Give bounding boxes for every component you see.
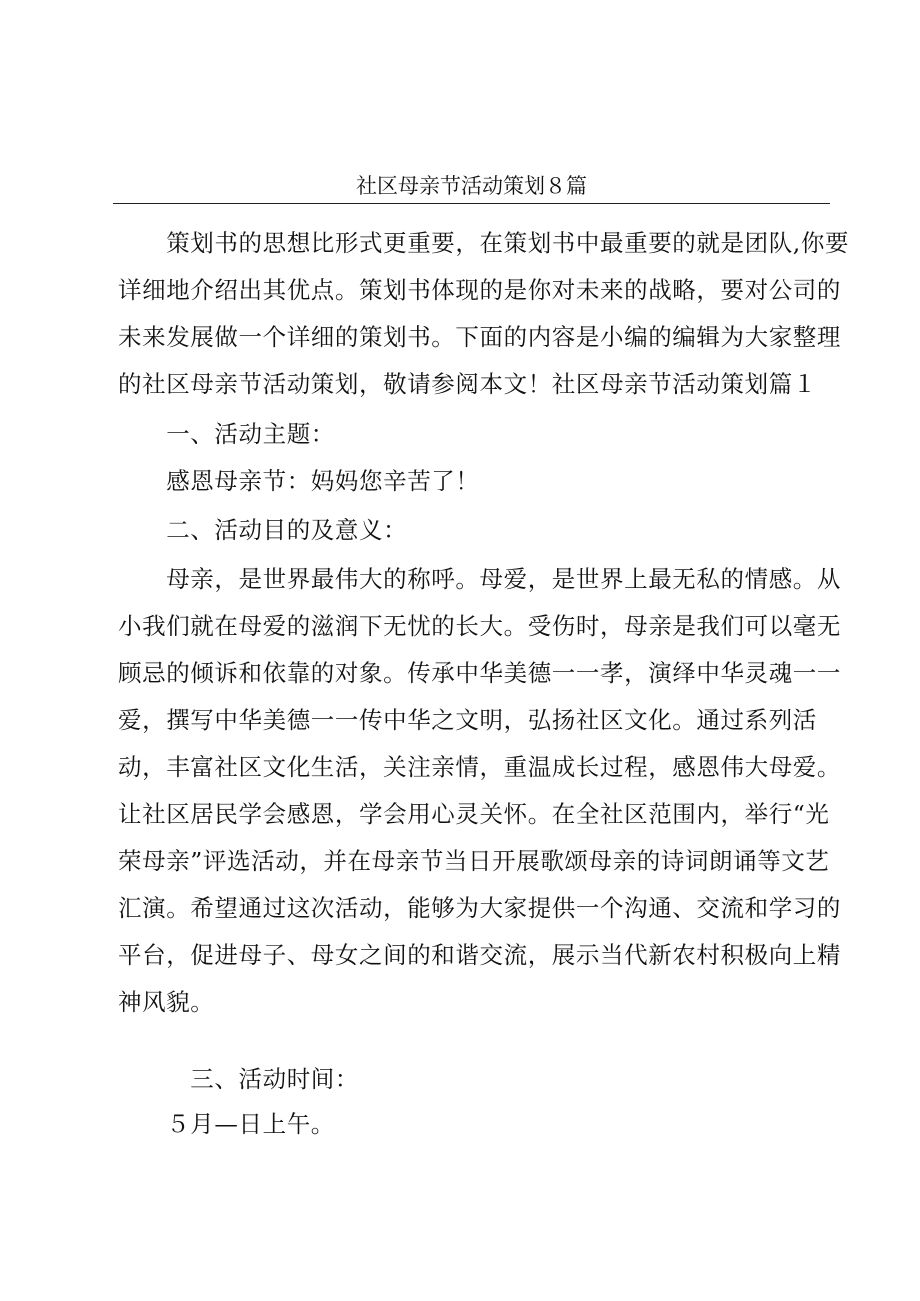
body-line: 的社区母亲节活动策划，敬请参阅本文！社区母亲节活动策划篇１ xyxy=(118,370,817,398)
body-line: 平台，促进母子、母女之间的和谐交流，展示当代新农村积极向上精 xyxy=(118,941,841,969)
body-line: 顾忌的倾诉和依靠的对象。传承中华美德一一孝，演绎中华灵魂一一 xyxy=(118,659,841,687)
section-heading: 一、活动主题： xyxy=(118,420,335,448)
time-line: ５月—日上午。 xyxy=(118,1110,335,1138)
body-line: 荣母亲”评选活动，并在母亲节当日开展歌颂母亲的诗词朗诵等文艺 xyxy=(118,847,830,875)
theme-line: 感恩母亲节：妈妈您辛苦了！ xyxy=(118,467,480,495)
body-line: 动，丰富社区文化生活，关注亲情，重温成长过程，感恩伟大母爱。 xyxy=(118,753,841,781)
body-line: 小我们就在母爱的滋润下无忧的长大。受伤时，母亲是我们可以毫无 xyxy=(118,612,841,640)
body-line: 汇演。希望通过这次活动，能够为大家提供一个沟通、交流和学习的 xyxy=(118,894,841,922)
section-heading: 二、活动目的及意义： xyxy=(118,516,408,544)
body-line: 未来发展做一个详细的策划书。下面的内容是小编的编辑为大家整理 xyxy=(118,323,841,351)
document-title: 社区母亲节活动策划８篇 xyxy=(356,174,587,198)
section-heading: 三、活动时间： xyxy=(118,1065,359,1093)
title-underline xyxy=(113,203,830,204)
body-line: 母亲，是世界最伟大的称呼。母爱，是世界上最无私的情感。从 xyxy=(118,565,841,593)
body-line: 让社区居民学会感恩，学会用心灵关怀。在全社区范围内，举行“光 xyxy=(118,800,830,828)
body-line: 策划书的思想比形式更重要，在策划书中最重要的就是团队,你要 xyxy=(118,229,850,257)
body-line: 爱，撰写中华美德一一传中华之文明，弘扬社区文化。通过系列活 xyxy=(118,706,817,734)
body-line: 详细地介绍出其优点。策划书体现的是你对未来的战略，要对公司的 xyxy=(118,276,841,304)
body-line: 神风貌。 xyxy=(118,988,215,1016)
